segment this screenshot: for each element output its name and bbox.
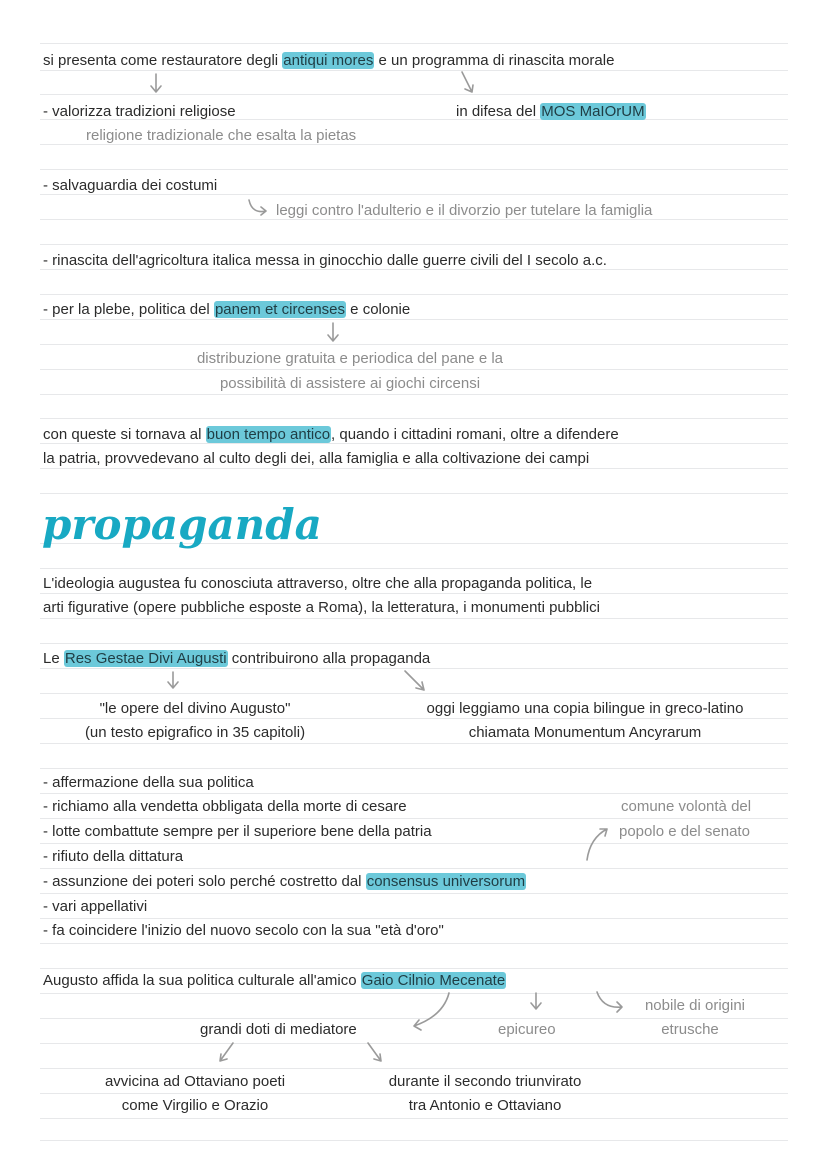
- mecenate-epicureo: epicureo: [498, 1021, 556, 1038]
- highlight-antiqui-mores: antiqui mores: [283, 52, 374, 69]
- arrow-diagonal-icon: [220, 1043, 233, 1061]
- point-vendetta: - richiamo alla vendetta obbligata della morte di cesare: [43, 798, 407, 815]
- res-gestae-translation: "le opere del divino Augusto": [99, 700, 291, 717]
- mecenate-poeti: come Virgilio e Orazio: [121, 1097, 269, 1114]
- arrow-down-icon: [151, 74, 161, 92]
- mecenate-triumvirato: durante il secondo triunvirato: [388, 1073, 582, 1090]
- res-gestae-monumentum: chiamata Monumentum Ancyrarum: [468, 724, 702, 741]
- arrow-curved-icon: [597, 992, 622, 1012]
- note-leggi: leggi contro l'adulterio e il divorzio per tutelare la famiglia: [276, 202, 653, 219]
- note-distribuzione: distribuzione gratuita e periodica del pane e la: [196, 350, 504, 367]
- item-rinascita: - rinascita dell'agricoltura italica messa in ginocchio dalle guerre civili del I secolo a.c.: [43, 252, 607, 269]
- arrow-down-icon: [328, 323, 338, 341]
- note-giochi: possibilità di assistere ai giochi circensi: [219, 375, 481, 392]
- item-valorizza: - valorizza tradizioni religiose: [43, 103, 236, 120]
- mos-maiorum-note: in difesa del MOS MaIOrUM: [456, 103, 645, 120]
- item-plebe: - per la plebe, politica del panem et circenses e colonie: [43, 301, 411, 318]
- point-lotte: - lotte combattute sempre per il superiore bene della patria: [43, 823, 432, 840]
- prop-intro-line1: L'ideologia augustea fu conosciuta attraverso, oltre che alla propaganda politica, le: [43, 575, 593, 592]
- arrow-down-icon: [531, 993, 541, 1009]
- arrow-down-icon: [168, 672, 178, 688]
- mecenate-etrusche: etrusche: [661, 1021, 719, 1038]
- res-gestae-line: Le Res Gestae Divi Augusti contribuirono alla propaganda: [43, 650, 431, 667]
- highlight-buon-tempo: buon tempo antico: [206, 426, 331, 443]
- prop-intro-line2: arti figurative (opere pubbliche esposte a Roma), la letteratura, i monumenti pubblici: [43, 599, 600, 616]
- conclusion-line2: la patria, provvedevano al culto degli dei, alla famiglia e alla coltivazione dei campi: [43, 450, 590, 467]
- point-appellativi: - vari appellativi: [43, 898, 148, 915]
- highlight-mecenate: Gaio Cilnio Mecenate: [361, 972, 506, 989]
- res-gestae-description: (un testo epigrafico in 35 capitoli): [84, 724, 306, 741]
- point-affermazione: - affermazione della sua politica: [43, 774, 254, 791]
- arrow-diagonal-icon: [368, 1043, 381, 1061]
- side-note-volonta: comune volontà del: [621, 798, 752, 815]
- note-religione: religione tradizionale che esalta la pietas: [86, 127, 357, 144]
- item-salvaguardia: - salvaguardia dei costumi: [43, 177, 218, 194]
- section-title: propaganda: [42, 500, 322, 549]
- intro-line: si presenta come restauratore degli antiqui mores e un programma di rinascita morale: [43, 52, 615, 69]
- arrow-diagonal-icon: [405, 671, 424, 690]
- highlight-res-gestae: Res Gestae Divi Augusti: [64, 650, 227, 667]
- arrow-curved-icon: [414, 993, 449, 1030]
- side-note-popolo: popolo e del senato: [619, 823, 750, 840]
- point-eta-oro: - fa coincidere l'inizio del nuovo secolo con la sua "età d'oro": [43, 922, 444, 939]
- arrow-diagonal-icon: [462, 72, 473, 92]
- mecenate-doti: grandi doti di mediatore: [200, 1021, 357, 1038]
- highlight-panem: panem et circenses: [214, 301, 346, 318]
- mecenate-antonio: tra Antonio e Ottaviano: [408, 1097, 562, 1114]
- mecenate-origini: nobile di origini: [644, 997, 746, 1014]
- res-gestae-copy: oggi leggiamo una copia bilingue in greco-latino: [426, 700, 744, 717]
- arrow-curved-icon: [249, 200, 266, 215]
- point-dittatura: - rifiuto della dittatura: [43, 848, 184, 865]
- highlight-consensus: consensus universorum: [366, 873, 526, 890]
- highlight-mos-maiorum: MOS MaIOrUM: [541, 103, 645, 120]
- arrow-curved-icon: [587, 829, 607, 860]
- mecenate-line: Augusto affida la sua politica culturale all'amico Gaio Cilnio Mecenate: [43, 972, 506, 989]
- mecenate-avvicina: avvicina ad Ottaviano poeti: [104, 1073, 286, 1090]
- point-consensus: - assunzione dei poteri solo perché costretto dal consensus universorum: [43, 873, 526, 890]
- conclusion-line1: con queste si tornava al buon tempo antico, quando i cittadini romani, oltre a difendere: [43, 426, 619, 443]
